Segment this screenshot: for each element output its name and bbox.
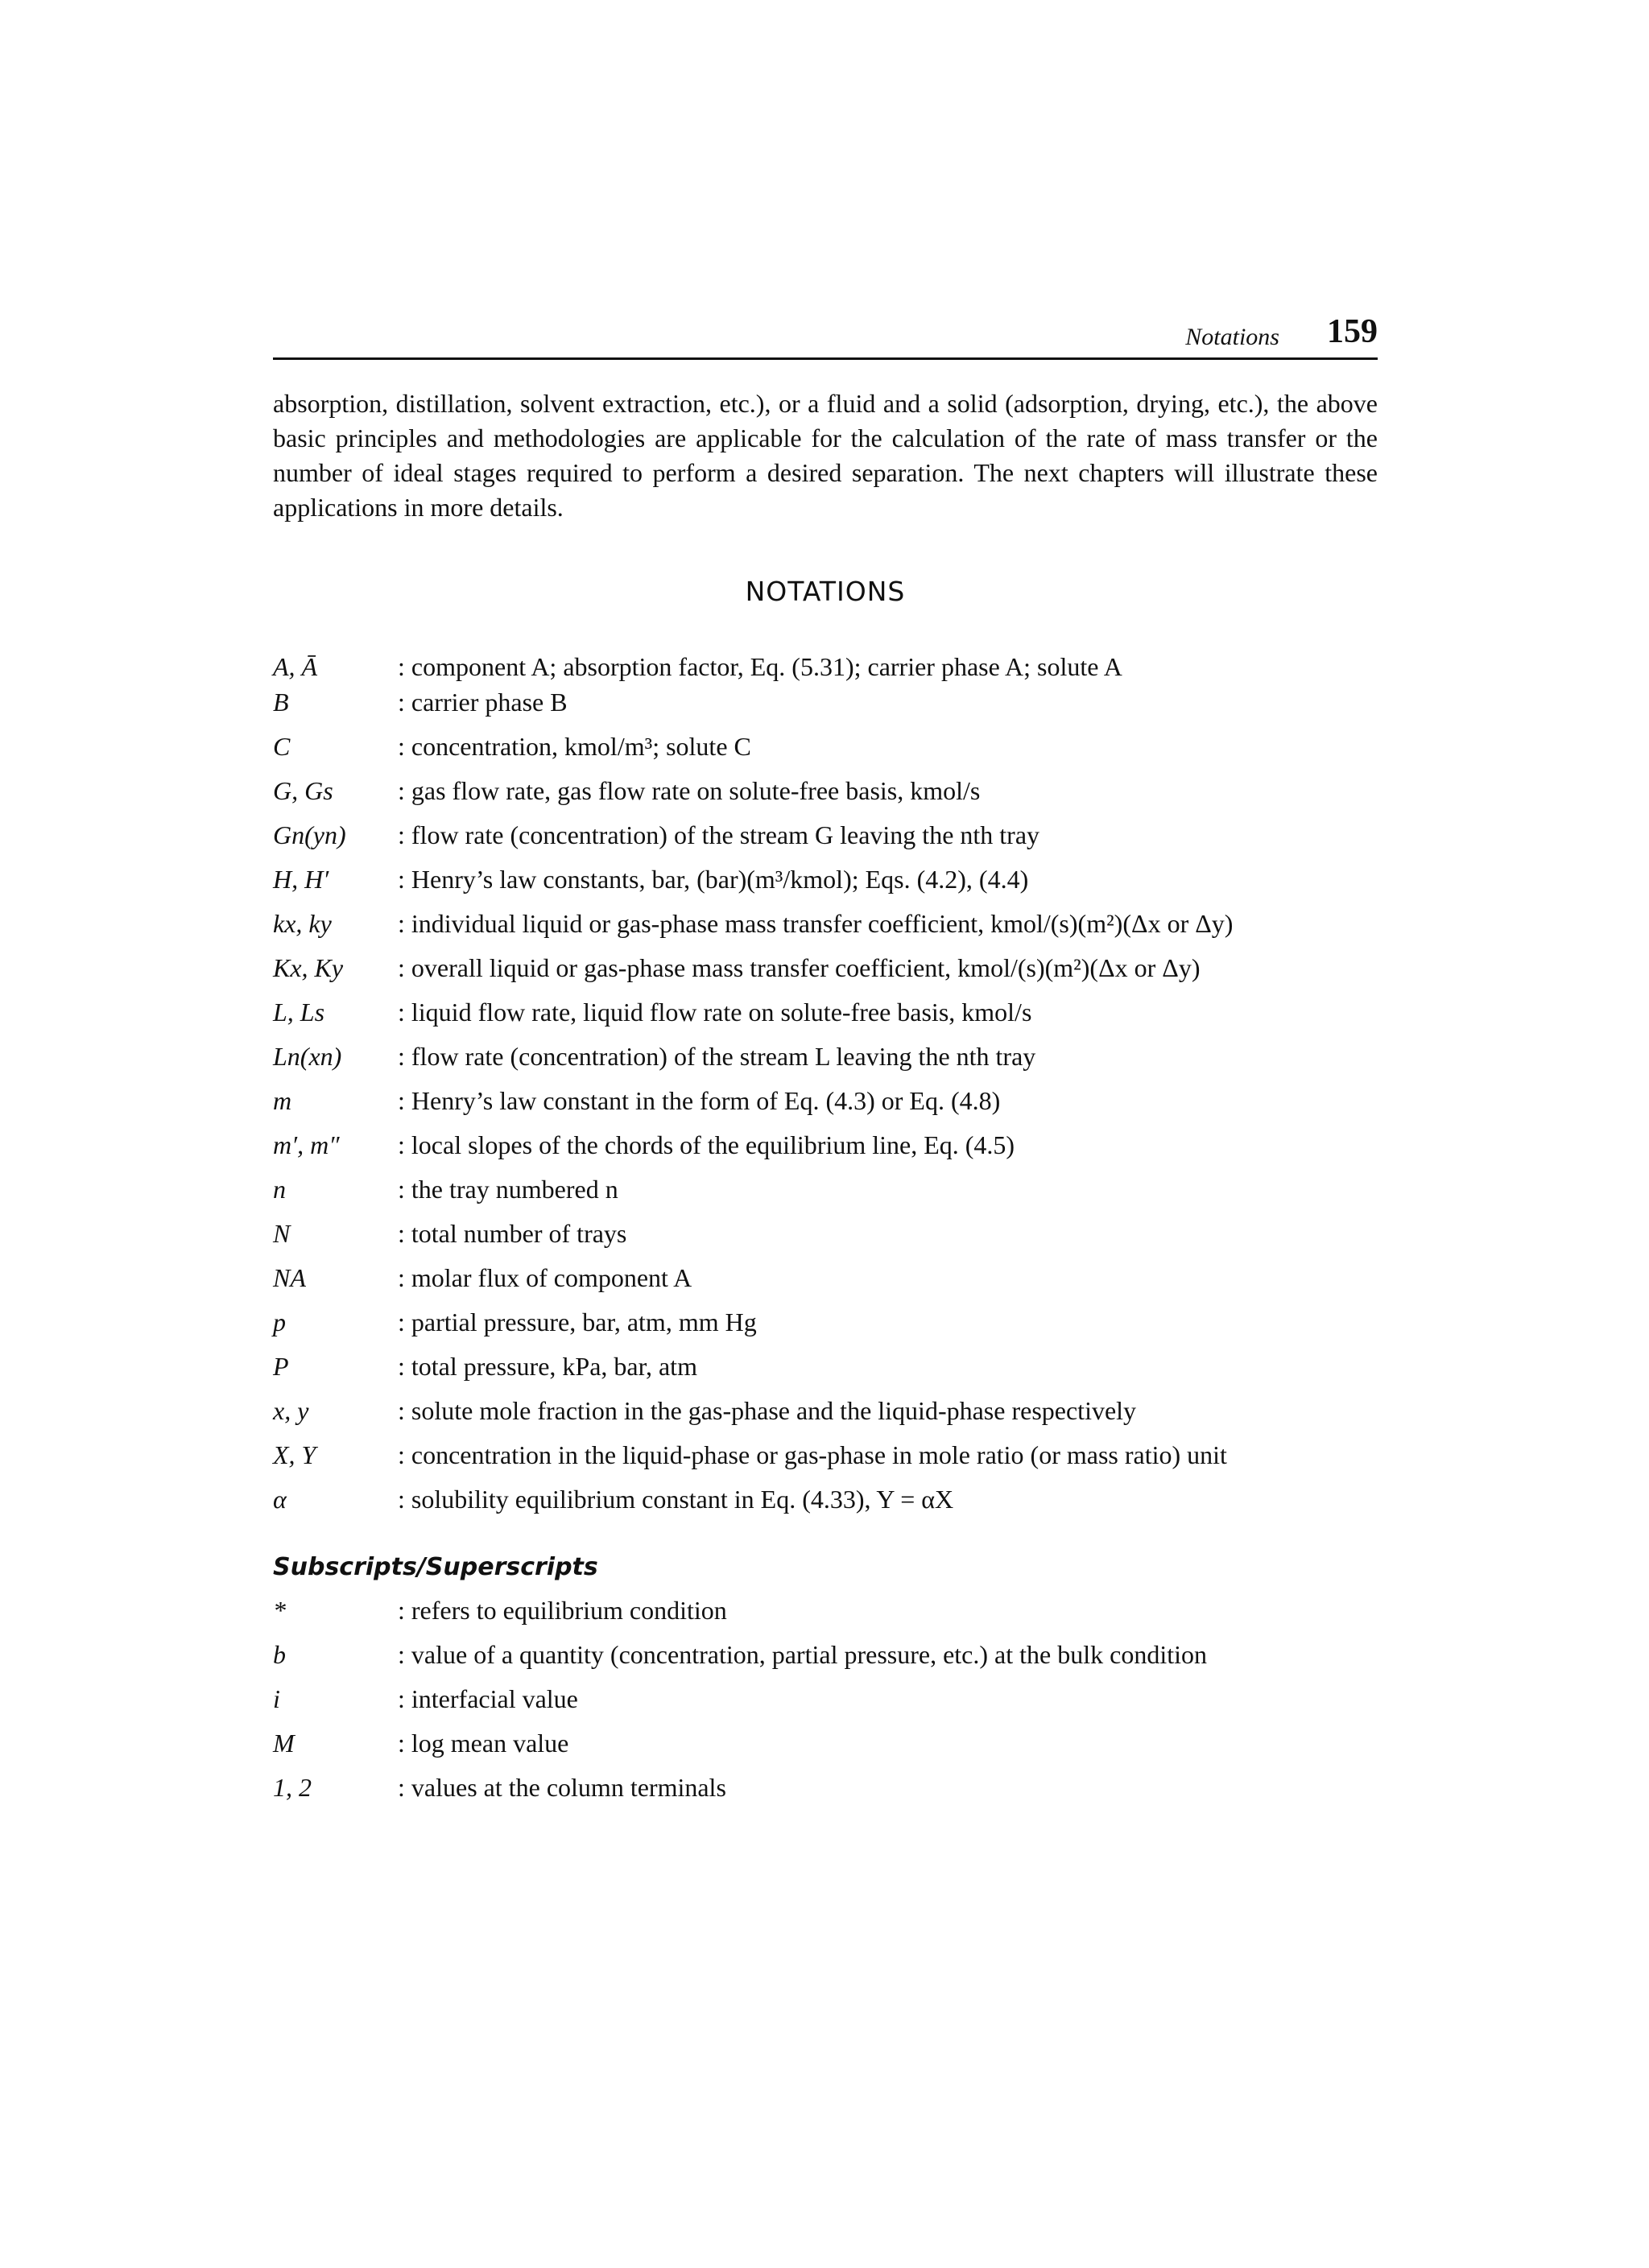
notation-symbol: P: [273, 1352, 289, 1381]
notation-definition: : individual liquid or gas-phase mass transfer coefficient, kmol/(s)(m²)(Δx or Δy): [398, 909, 1234, 938]
notation-definition: : total number of trays: [398, 1219, 627, 1248]
notation-symbol: m: [273, 1086, 292, 1115]
notation-definition: : liquid flow rate, liquid flow rate on solute-free basis, kmol/s: [398, 998, 1032, 1027]
notation-symbol: H, H′: [273, 865, 329, 894]
notation-row: [273, 1483, 1378, 1518]
subscript-definition: : log mean value: [398, 1729, 569, 1758]
notation-definition: : total pressure, kPa, bar, atm: [398, 1352, 697, 1381]
subscript-definition: : values at the column terminals: [398, 1773, 726, 1802]
notation-row: [273, 1040, 1378, 1076]
notation-symbol: p: [273, 1308, 286, 1336]
subscript-definition: : refers to equilibrium condition: [398, 1596, 727, 1625]
notation-symbol: G, Gs: [273, 776, 333, 805]
notation-symbol: α: [273, 1485, 287, 1514]
notation-symbol: n: [273, 1175, 286, 1204]
notation-definition: : flow rate (concentration) of the stream L leaving the nth tray: [398, 1042, 1036, 1071]
notation-symbol: C: [273, 732, 291, 761]
subscript-definition: : interfacial value: [398, 1684, 578, 1713]
subscript-symbol: b: [273, 1640, 286, 1669]
notation-symbol: L, Ls: [273, 998, 325, 1027]
notation-definition: : partial pressure, bar, atm, mm Hg: [398, 1308, 757, 1336]
notation-row: [273, 1173, 1378, 1208]
notation-definition: : flow rate (concentration) of the stream G leaving the nth tray: [398, 820, 1040, 849]
notation-row: [273, 907, 1378, 943]
notation-row: [273, 1129, 1378, 1164]
subscript-row: [273, 1771, 1378, 1807]
intro-paragraph: absorption, distillation, solvent extraction, etc.), or a fluid and a solid (adsorption, drying, etc.), the above basic principles and methodologies are applicable for the calculation of the rate of mass transfer or the number of ideal stages required to perform a desired separation. The next chapters will illustrate these applications in more details.: [273, 389, 1378, 522]
subscript-symbol: M: [273, 1729, 295, 1758]
notation-symbol: m′, m″: [273, 1130, 340, 1159]
notation-row: [273, 1084, 1378, 1120]
notation-symbol: x, y: [273, 1396, 309, 1425]
notation-row: [273, 1217, 1378, 1253]
notation-definition: : carrier phase B: [398, 688, 568, 717]
notation-symbol: Kx, Ky: [273, 953, 344, 982]
notation-row: [273, 775, 1378, 810]
notation-symbol: X, Y: [273, 1440, 316, 1469]
notation-row: [273, 1306, 1378, 1341]
subscript-row: [273, 1594, 1378, 1630]
notation-row: [273, 1394, 1378, 1430]
notation-definition: : Henry’s law constant in the form of Eq. (4.3) or Eq. (4.8): [398, 1086, 1001, 1115]
subscript-row: [273, 1727, 1378, 1762]
notation-symbol: B: [273, 688, 289, 717]
notation-symbol: N: [273, 1219, 291, 1248]
notation-symbol: NA: [273, 1263, 306, 1292]
subscript-symbol: *: [273, 1596, 286, 1625]
page-header: [273, 313, 1378, 360]
subscript-definition: : value of a quantity (concentration, partial pressure, etc.) at the bulk condition: [398, 1640, 1207, 1669]
notations-heading: NOTATIONS: [745, 576, 906, 607]
notation-symbol: kx, ky: [273, 909, 332, 938]
notation-row: [273, 863, 1378, 899]
subscript-symbol: i: [273, 1684, 280, 1713]
notation-definition: : overall liquid or gas-phase mass transfer coefficient, kmol/(s)(m²)(Δx or Δy): [398, 953, 1201, 982]
notation-definition: : gas flow rate, gas flow rate on solute-free basis, kmol/s: [398, 776, 981, 805]
running-head: Notations: [1185, 324, 1279, 350]
notation-definition: : concentration in the liquid-phase or gas-phase in mole ratio (or mass ratio) unit: [398, 1440, 1227, 1469]
notation-row: [273, 996, 1378, 1031]
page-number: 159: [1327, 313, 1378, 350]
notation-symbol: A, Ā: [273, 652, 318, 681]
notation-row: [273, 730, 1378, 766]
notation-row: [273, 1439, 1378, 1474]
subscript-row: [273, 1683, 1378, 1718]
notation-row: [273, 1350, 1378, 1386]
notation-symbol: Gn(yn): [273, 820, 346, 849]
notation-definition: : solubility equilibrium constant in Eq. (4.33), Y = αX: [398, 1485, 954, 1514]
subscript-row: [273, 1638, 1378, 1674]
notation-definition: : local slopes of the chords of the equilibrium line, Eq. (4.5): [398, 1130, 1015, 1159]
notation-definition: : component A; absorption factor, Eq. (5.31); carrier phase A; solute A: [398, 652, 1122, 681]
notation-row: [273, 819, 1378, 854]
subscripts-heading: Subscripts/Superscripts: [273, 1553, 598, 1581]
notation-definition: : solute mole fraction in the gas-phase and the liquid-phase respectively: [398, 1396, 1137, 1425]
notation-definition: : Henry’s law constants, bar, (bar)(m³/kmol); Eqs. (4.2), (4.4): [398, 865, 1029, 894]
notation-symbol: Ln(xn): [273, 1042, 342, 1071]
subscript-symbol: 1, 2: [273, 1773, 312, 1802]
notation-definition: : the tray numbered n: [398, 1175, 618, 1204]
notation-definition: : molar flux of component A: [398, 1263, 692, 1292]
notation-row: [273, 952, 1378, 987]
notation-row: [273, 651, 1378, 686]
notation-definition: : concentration, kmol/m³; solute C: [398, 732, 751, 761]
notation-row: [273, 686, 1378, 721]
notation-row: [273, 1262, 1378, 1297]
